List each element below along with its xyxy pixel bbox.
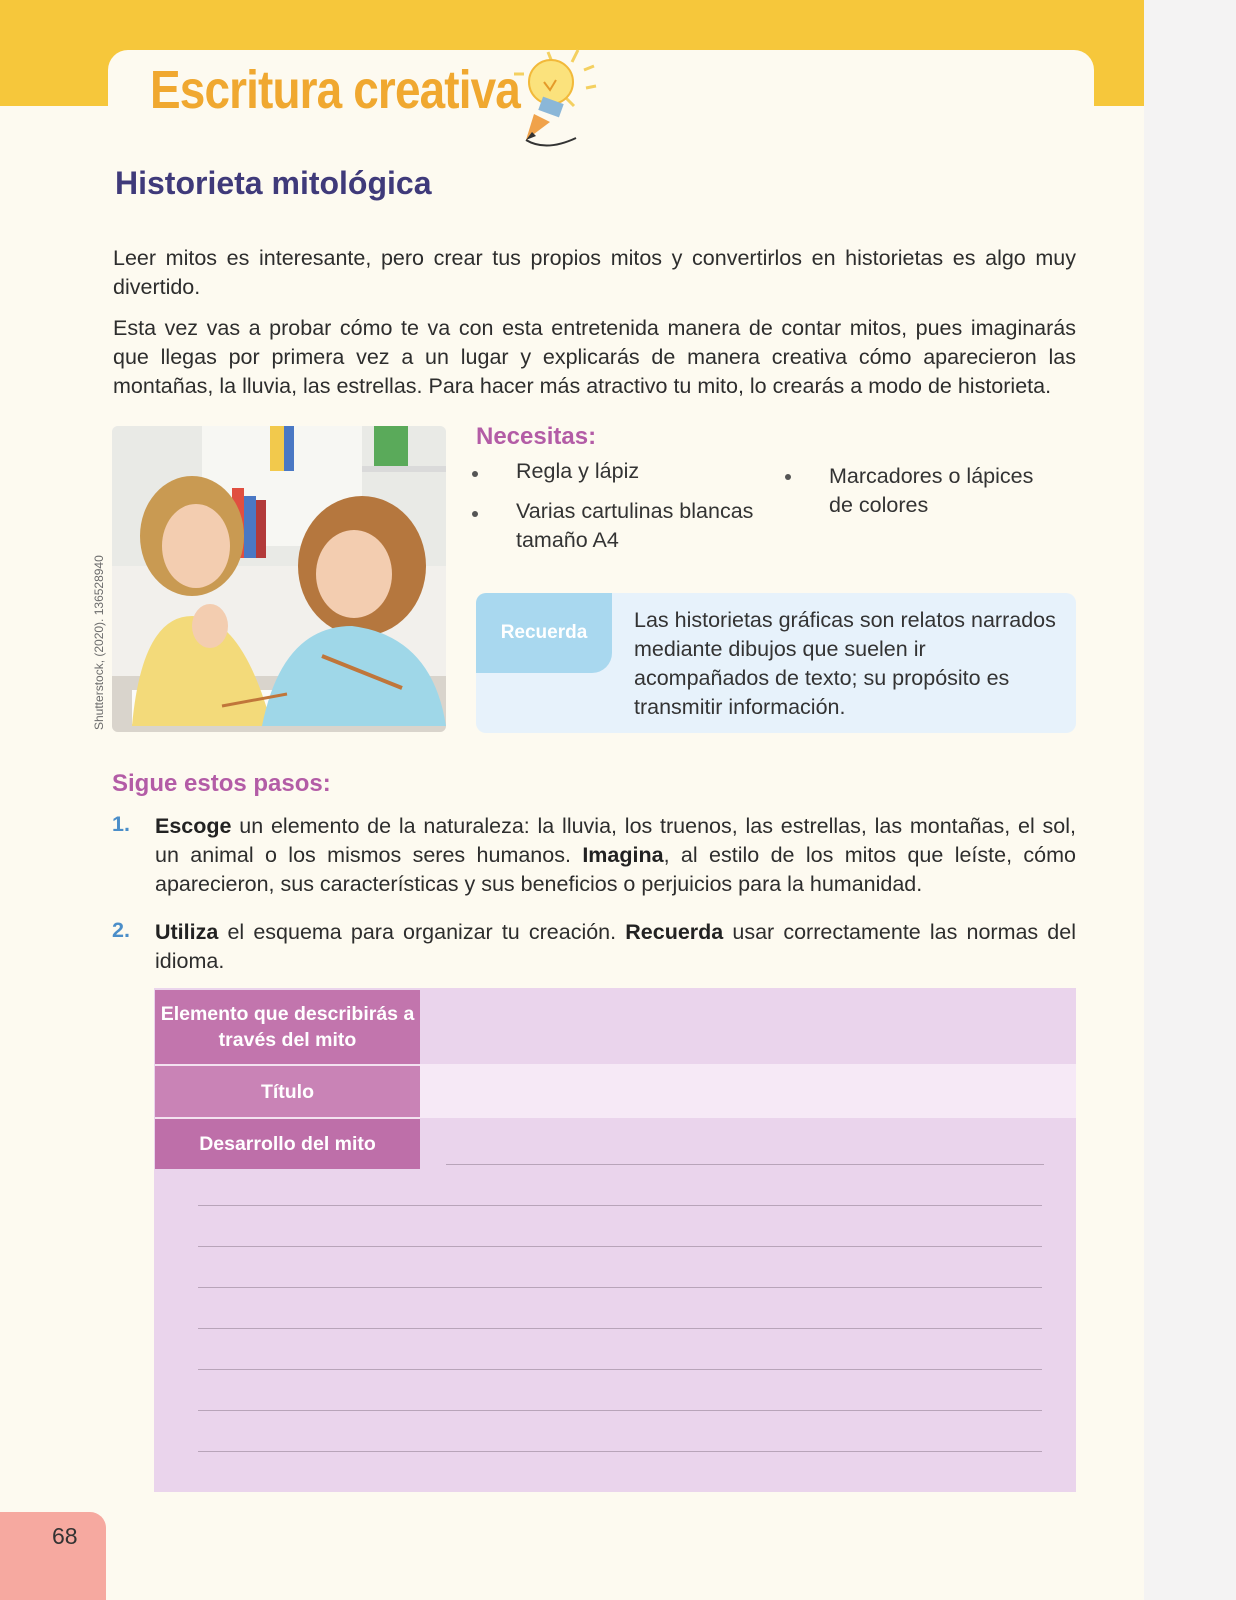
steps-title: Sigue estos pasos: bbox=[112, 770, 331, 797]
step-2 bbox=[155, 918, 1076, 976]
remember-label: Recuerda bbox=[476, 593, 612, 673]
page-number: 68 bbox=[52, 1523, 78, 1549]
step-verb: Recuerda bbox=[625, 920, 724, 944]
lightbulb-pencil-icon bbox=[506, 40, 606, 150]
writing-line[interactable] bbox=[446, 1164, 1044, 1165]
step-verb: Imagina bbox=[582, 843, 664, 867]
writing-line[interactable] bbox=[198, 1328, 1042, 1329]
bullet-dot bbox=[472, 471, 478, 477]
step-verb: Utiliza bbox=[155, 920, 219, 944]
step-text: , al estilo de los mitos que leíste, cómo aparecieron, sus características y sus beneficios o perjuicios para la humanidad. bbox=[155, 843, 1076, 896]
step-text: el esquema para organizar tu creación. bbox=[218, 920, 626, 944]
students-photo bbox=[112, 426, 446, 732]
remember-text: Las historietas gráficas son relatos narrados mediante dibujos que suelen ir acompañados de texto; su propósito es transmitir información. bbox=[634, 608, 1056, 719]
page-title: Historieta mitológica bbox=[115, 165, 432, 201]
section-title: Escritura creativa bbox=[150, 60, 520, 120]
writing-line[interactable] bbox=[198, 1410, 1042, 1411]
step-number: 1. bbox=[112, 812, 130, 836]
writing-line[interactable] bbox=[198, 1369, 1042, 1370]
writing-line[interactable] bbox=[198, 1287, 1042, 1288]
title-write-area[interactable] bbox=[420, 1064, 1076, 1118]
photo-credit: Shutterstock, (2020). 136528940 bbox=[92, 555, 106, 730]
step-text: usar correctamente las normas del idioma. bbox=[155, 920, 1077, 973]
writing-line[interactable] bbox=[198, 1205, 1042, 1206]
needs-item-markers: Marcadores o lápices de colores bbox=[829, 464, 1034, 517]
bullet-dot bbox=[472, 511, 478, 517]
intro-paragraph-1: Leer mitos es interesante, pero crear tus propios mitos y convertirlos en historietas es algo muy divertido. bbox=[113, 246, 1076, 299]
step-1 bbox=[155, 812, 1076, 899]
worksheet-label-development: Desarrollo del mito bbox=[155, 1117, 420, 1169]
step-number: 2. bbox=[112, 918, 130, 942]
step-verb: Escoge bbox=[155, 814, 232, 838]
writing-line[interactable] bbox=[198, 1246, 1042, 1247]
intro-paragraph-2: Esta vez vas a probar cómo te va con esta entretenida manera de contar mitos, pues imaginarás que llegas por primera vez a un lugar y explicarás de manera creativa cómo aparecieron las montañas, la lluvia, las estrellas. Para hacer más atractivo tu mito, lo crearás a modo de historieta. bbox=[113, 316, 1076, 398]
needs-title: Necesitas: bbox=[476, 423, 597, 450]
worksheet-label-title: Título bbox=[155, 1064, 420, 1118]
worksheet-label-element: Elemento que describirás a través del mito bbox=[155, 990, 420, 1064]
step-text: un elemento de la naturaleza: la lluvia, los truenos, las estrellas, las montañas, el sol, un animal o los mismos seres humanos. bbox=[155, 814, 1076, 867]
bullet-dot bbox=[785, 474, 791, 480]
writing-line[interactable] bbox=[198, 1451, 1042, 1452]
needs-item-ruler: Regla y lápiz bbox=[516, 459, 640, 483]
needs-item-cardboard: Varias cartulinas blancas tamaño A4 bbox=[516, 499, 754, 552]
